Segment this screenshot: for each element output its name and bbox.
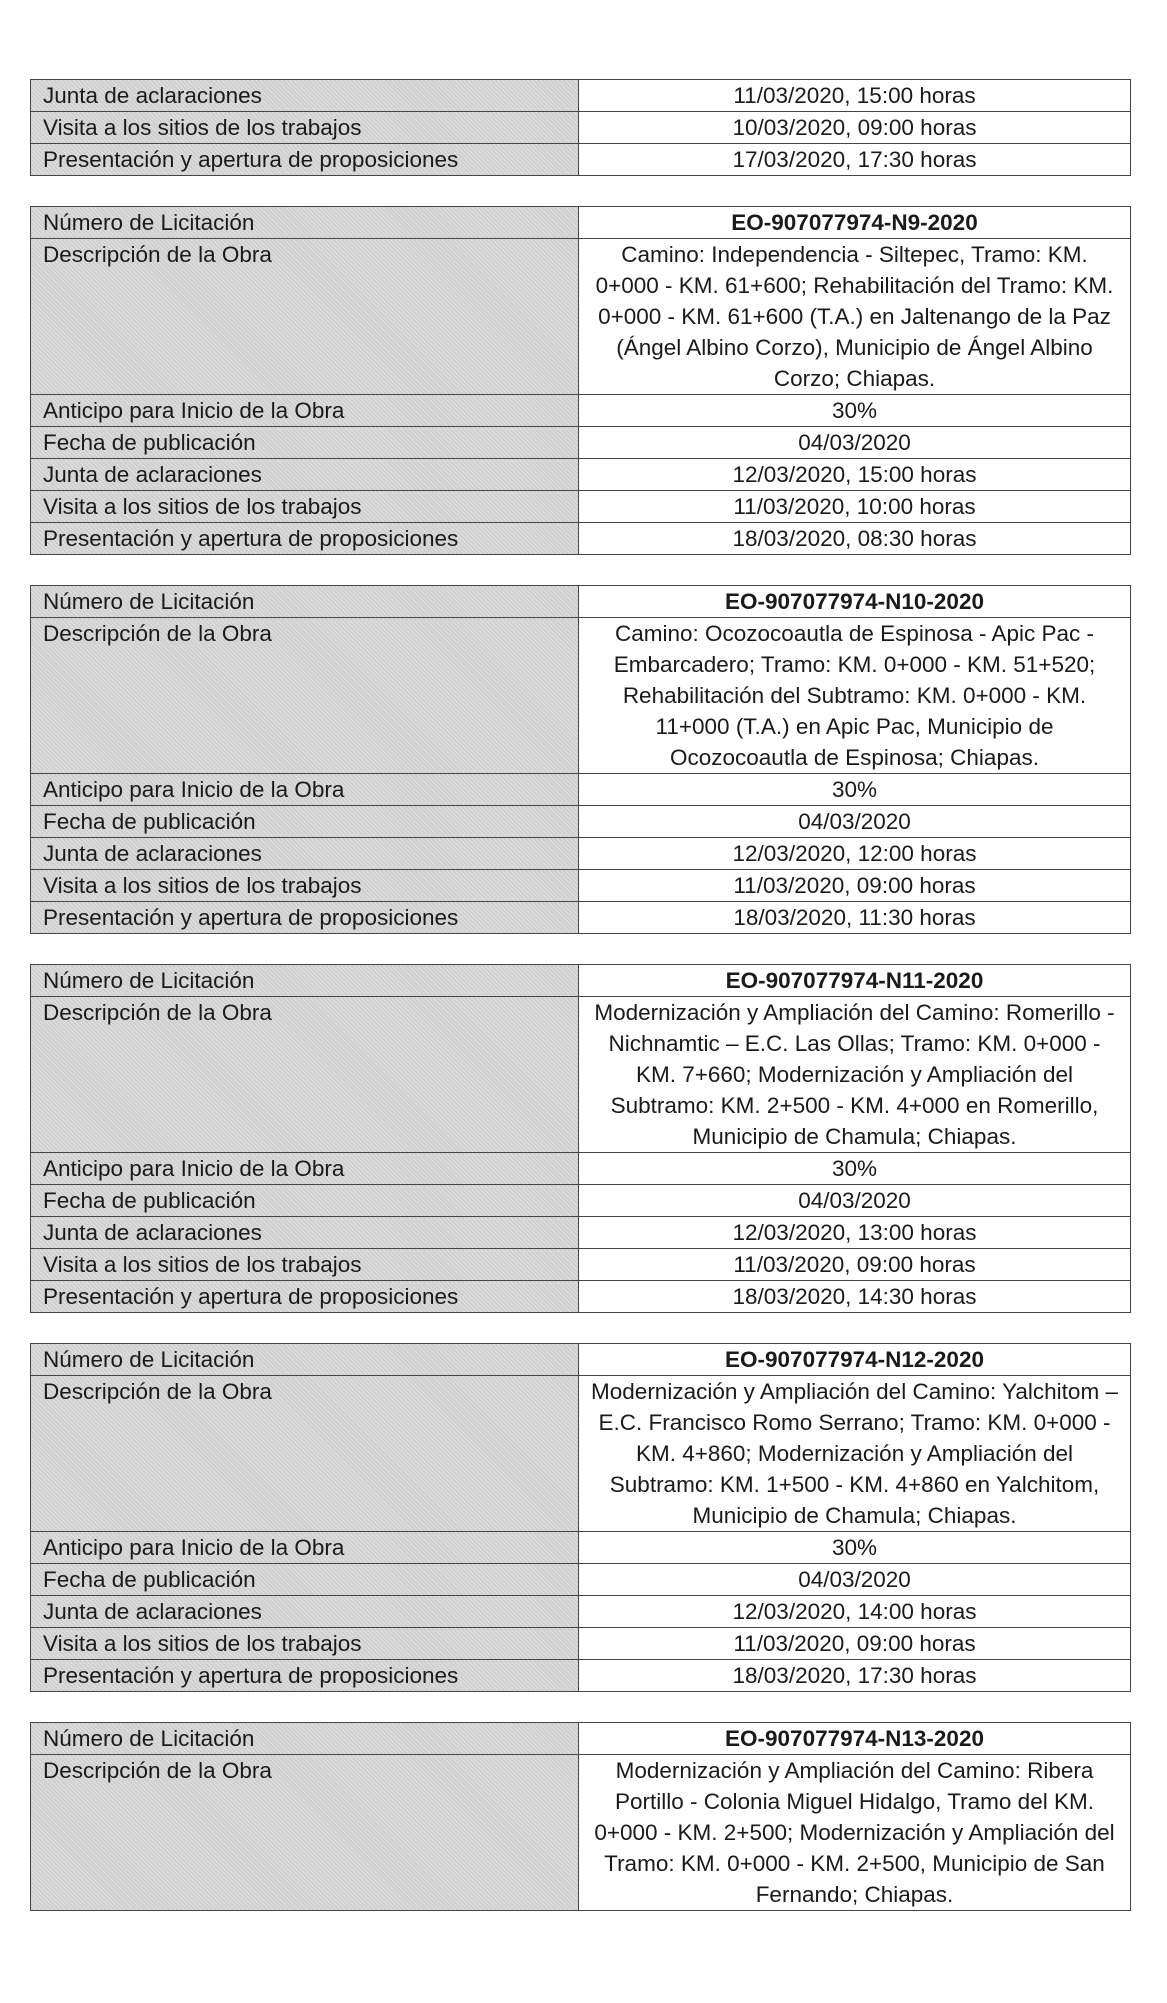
row-value: 17/03/2020, 17:30 horas [579,144,1131,176]
table-row [31,523,1131,555]
row-value: 30% [579,1532,1131,1564]
row-label: Junta de aclaraciones [31,1596,579,1628]
row-label: Anticipo para Inicio de la Obra [31,1532,579,1564]
row-label: Visita a los sitios de los trabajos [31,1249,579,1281]
table-row [31,618,1131,774]
table-row [31,997,1131,1153]
row-label: Presentación y apertura de proposiciones [31,144,579,176]
table-row [31,870,1131,902]
row-label: Fecha de publicación [31,1564,579,1596]
row-label: Anticipo para Inicio de la Obra [31,774,579,806]
table-row [31,1660,1131,1692]
table-row [31,459,1131,491]
table-row [31,1564,1131,1596]
table-row [31,806,1131,838]
table-row [31,1532,1131,1564]
row-label: Visita a los sitios de los trabajos [31,112,579,144]
table-row [31,965,1131,997]
table-row [31,1185,1131,1217]
tender-number: EO-907077974-N12-2020 [579,1344,1131,1376]
table-row [31,1281,1131,1313]
row-label: Descripción de la Obra [31,1755,579,1911]
tender-number: EO-907077974-N10-2020 [579,586,1131,618]
table-row [31,1249,1131,1281]
row-value: 12/03/2020, 12:00 horas [579,838,1131,870]
row-value: 12/03/2020, 13:00 horas [579,1217,1131,1249]
table-row [31,144,1131,176]
row-value: 12/03/2020, 15:00 horas [579,459,1131,491]
row-value: 04/03/2020 [579,1185,1131,1217]
row-value: 11/03/2020, 10:00 horas [579,491,1131,523]
table-row [31,1217,1131,1249]
row-label: Junta de aclaraciones [31,459,579,491]
table-row [31,1628,1131,1660]
tender-table [30,585,1131,934]
table-row [31,586,1131,618]
row-label: Junta de aclaraciones [31,80,579,112]
row-value: Modernización y Ampliación del Camino: Yalchitom – E.C. Francisco Romo Serrano; Tramo: KM. 0+000 - KM. 4+860; Modernización y Ampliación del Subtramo: KM. 1+500 - KM. 4+860 en Yalchitom, Municipio de Chamula; Chiapas. [579,1376,1131,1532]
row-value: 30% [579,774,1131,806]
row-label: Número de Licitación [31,965,579,997]
tender-table [30,79,1131,176]
tender-number: EO-907077974-N9-2020 [579,207,1131,239]
row-label: Descripción de la Obra [31,618,579,774]
table-row [31,207,1131,239]
tender-number: EO-907077974-N11-2020 [579,965,1131,997]
table-row [31,239,1131,395]
row-label: Fecha de publicación [31,1185,579,1217]
row-value: 30% [579,1153,1131,1185]
tender-table [30,206,1131,555]
table-row [31,1755,1131,1911]
row-value: 11/03/2020, 15:00 horas [579,80,1131,112]
row-label: Fecha de publicación [31,427,579,459]
table-row [31,774,1131,806]
row-value: 11/03/2020, 09:00 horas [579,870,1131,902]
table-row [31,1723,1131,1755]
row-value: Camino: Independencia - Siltepec, Tramo: KM. 0+000 - KM. 61+600; Rehabilitación del Tramo: KM. 0+000 - KM. 61+600 (T.A.) en Jaltenango de la Paz (Ángel Albino Corzo), Municipio de Ángel Albino Corzo; Chiapas. [579,239,1131,395]
row-value: Modernización y Ampliación del Camino: Ribera Portillo - Colonia Miguel Hidalgo, Tramo del KM. 0+000 - KM. 2+500; Modernización y Ampliación del Tramo: KM. 0+000 - KM. 2+500, Municipio de San Fernando; Chiapas. [579,1755,1131,1911]
table-row [31,1344,1131,1376]
table-row [31,427,1131,459]
row-label: Visita a los sitios de los trabajos [31,1628,579,1660]
row-value: 18/03/2020, 17:30 horas [579,1660,1131,1692]
row-value: 04/03/2020 [579,427,1131,459]
row-value: 11/03/2020, 09:00 horas [579,1249,1131,1281]
row-label: Junta de aclaraciones [31,838,579,870]
table-row [31,395,1131,427]
row-label: Visita a los sitios de los trabajos [31,870,579,902]
row-label: Descripción de la Obra [31,1376,579,1532]
row-label: Fecha de publicación [31,806,579,838]
row-label: Número de Licitación [31,1723,579,1755]
row-value: 12/03/2020, 14:00 horas [579,1596,1131,1628]
tender-table [30,1722,1131,1911]
table-row [31,112,1131,144]
row-label: Anticipo para Inicio de la Obra [31,395,579,427]
row-label: Anticipo para Inicio de la Obra [31,1153,579,1185]
table-row [31,1376,1131,1532]
row-label: Junta de aclaraciones [31,1217,579,1249]
row-value: 11/03/2020, 09:00 horas [579,1628,1131,1660]
row-label: Visita a los sitios de los trabajos [31,491,579,523]
row-label: Presentación y apertura de proposiciones [31,523,579,555]
table-row [31,80,1131,112]
table-row [31,1596,1131,1628]
tender-table [30,964,1131,1313]
row-value: 04/03/2020 [579,806,1131,838]
row-value: 18/03/2020, 14:30 horas [579,1281,1131,1313]
table-row [31,838,1131,870]
row-value: Camino: Ocozocoautla de Espinosa - Apic Pac - Embarcadero; Tramo: KM. 0+000 - KM. 51+520; Rehabilitación del Subtramo: KM. 0+000 - KM. 11+000 (T.A.) en Apic Pac, Municipio de Ocozocoautla de Espinosa; Chiapas. [579,618,1131,774]
row-value: 04/03/2020 [579,1564,1131,1596]
tender-number: EO-907077974-N13-2020 [579,1723,1131,1755]
row-value: 30% [579,395,1131,427]
row-label: Número de Licitación [31,586,579,618]
tender-table [30,1343,1131,1692]
table-row [31,1153,1131,1185]
row-label: Presentación y apertura de proposiciones [31,1660,579,1692]
table-row [31,902,1131,934]
row-value: 10/03/2020, 09:00 horas [579,112,1131,144]
row-label: Presentación y apertura de proposiciones [31,902,579,934]
row-label: Descripción de la Obra [31,239,579,395]
row-label: Número de Licitación [31,1344,579,1376]
row-label: Presentación y apertura de proposiciones [31,1281,579,1313]
table-row [31,491,1131,523]
row-label: Descripción de la Obra [31,997,579,1153]
row-value: 18/03/2020, 08:30 horas [579,523,1131,555]
document-page [30,79,1130,1941]
row-value: Modernización y Ampliación del Camino: Romerillo - Nichnamtic – E.C. Las Ollas; Tramo: KM. 0+000 - KM. 7+660; Modernización y Ampliación del Subtramo: KM. 2+500 - KM. 4+000 en Romerillo, Municipio de Chamula; Chiapas. [579,997,1131,1153]
row-value: 18/03/2020, 11:30 horas [579,902,1131,934]
row-label: Número de Licitación [31,207,579,239]
